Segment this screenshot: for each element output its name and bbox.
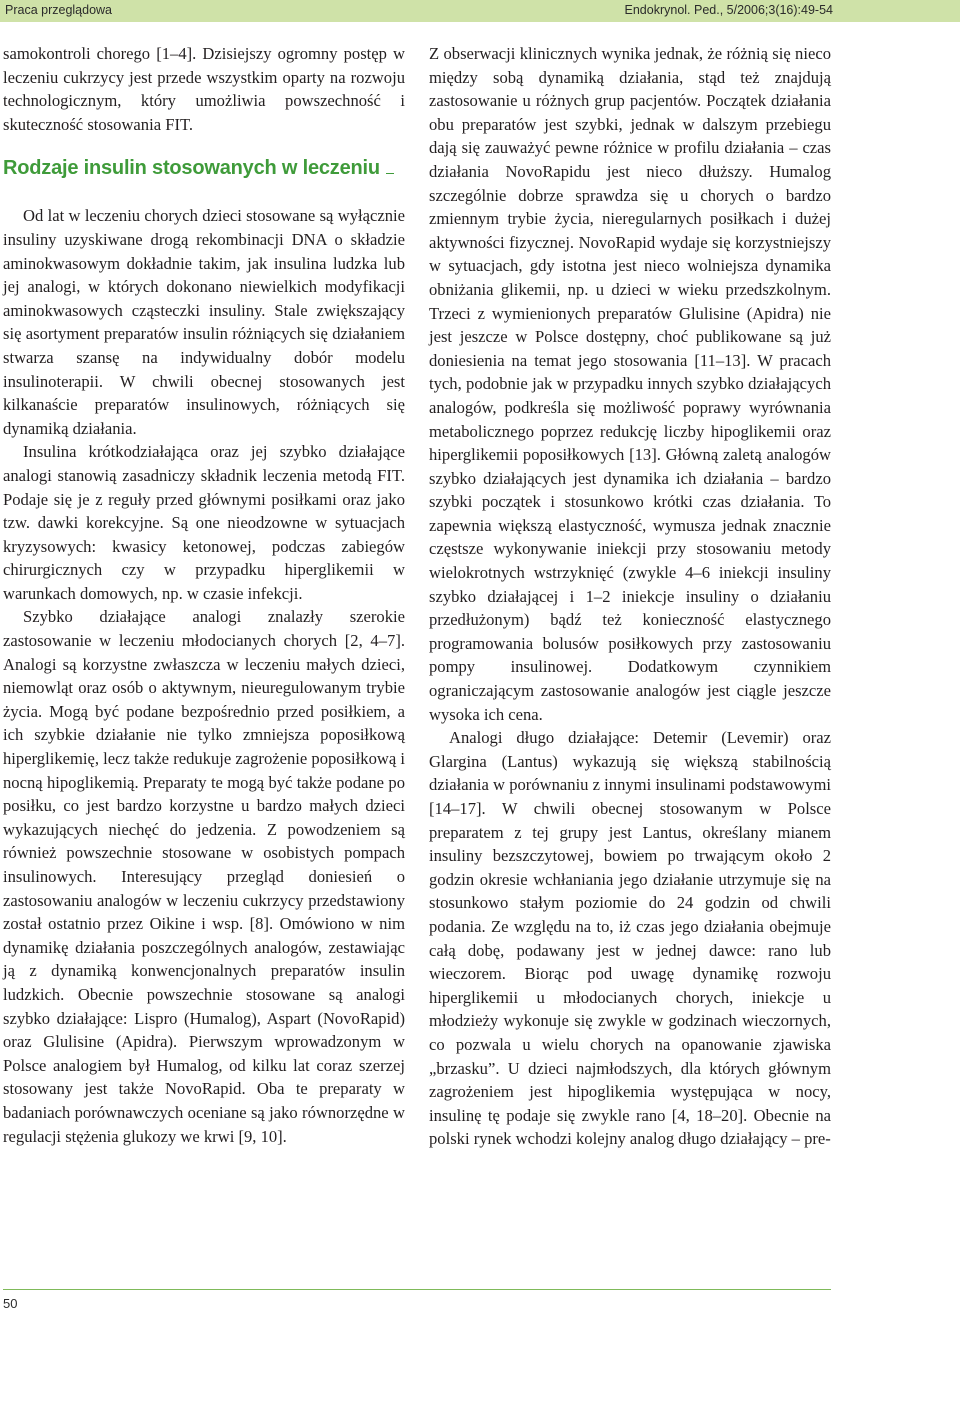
body-paragraph: Szybko działające analogi znalazły szerokie zastosowanie w leczeniu młodocianych chorych [2, 4–7]. Analogi są korzystne zwłaszcza w leczeniu małych dzieci, niemowląt oraz osób o aktywnym, nieuregulowanym trybie życia. Mogą być podane bezpośrednio przed posiłkiem, a ich szybkie działanie nie tylko zmniejsza poposiłkową hiperglikemię, lecz także redukuje zagrożenie poposiłkową i nocną hipoglikemią. Preparaty te mogą być także podane po posiłku, co jest bardzo korzystne u bardzo małych dzieci wykazujących niechęć do jedzenia. Z powodzeniem są również powszechnie stosowane w osobistych pompach insulinowych. Interesujący przegląd doniesień o zastosowaniu analogów w leczeniu cukrzycy przedstawiony został ostatnio przez Oikine i wsp. [8]. Omówiono w nim dynamikę działania poszczególnych analogów, zestawiając ją z dynamiką konwencjonalnych preparatów insulin ludzkich. Obecnie powszechnie stosowane są analogi szybko działające: Lispro (Humalog), Aspart (NovoRapid) oraz Glulisine (Apidra). Pierwszym wprowadzonym w Polsce analogiem był Humalog, od kilku lat coraz szerzej stosowany jest także NovoRapid. Oba te preparaty w badaniach porównawczych oceniane są jako równorzędne w regulacji stężenia glukozy we krwi [9, 10]. xyxy=(3,607,405,1146)
intro-paragraph: samokontroli chorego [1–4]. Dzisiejszy ogromny postęp w leczeniu cukrzycy jest przede wszystkim oparty na rozwoju technologicznym, który umożliwia powszechność i skuteczność stosowania FIT. xyxy=(3,44,405,134)
heading-spacer xyxy=(3,180,405,204)
footer-rule xyxy=(3,1289,831,1290)
page-number: 50 xyxy=(3,1296,18,1311)
section-heading: Rodzaje insulin stosowanych w leczeniu xyxy=(3,156,405,180)
body-paragraph: Analogi długo działające: Detemir (Levemir) oraz Glargina (Lantus) wykazują się większą stabilnością działania w porównaniu z innymi insulinami podstawowymi [14–17]. W chwili obecnej stosowanym w Polsce preparatem z tej grupy jest Lantus, określany mianem insuliny bezszczytowej, bowiem po trwającym około 2 godzin okresie wchłaniania jego działanie utrzymuje się na stosunkowo stałym poziomie do 24 godzin od chwili podania. Ze względu na to, iż czas jego działania obejmuje całą dobę, podawany jest w jednej dawce: rano lub wieczorem. Biorąc pod uwagę dynamikę rozwoju hiperglikemii u młodocianych chorych, iniekcje u młodzieży wykonuje się zwykle w godzinach wieczornych, co pozwala u wielu chorych na opanowanie zjawiska „brzasku”. U dzieci najmłodszych, dla których głównym zagrożeniem jest hipoglikemia występująca w nocy, insulinę tę podaje się zwykle rano [4, 18–20]. Obecnie na polski rynek wchodzi kolejny analog długo działający – pre- xyxy=(429,728,831,1149)
right-column xyxy=(429,42,831,1151)
left-column xyxy=(3,42,405,1148)
journal-citation: Endokrynol. Ped., 5/2006;3(16):49-54 xyxy=(624,3,833,17)
body-paragraph: Insulina krótkodziałająca oraz jej szybko działające analogi stanowią zasadniczy składnik leczenia metodą FIT. Podaje się je z reguły przed głównymi posiłkami oraz jako tzw. dawki korekcyjne. Są one nieodzowne w sytuacjach kryzysowych: kwasicy ketonowej, podczas zabiegów chirurgicznych czy w przypadku hiperglikemii w warunkach domowych, np. w czasie infekcji. xyxy=(3,442,405,603)
section-label: Praca przeglądowa xyxy=(5,3,113,17)
page-header xyxy=(0,0,960,22)
body-paragraph: Od lat w leczeniu chorych dzieci stosowane są wyłącznie insuliny uzyskiwane drogą rekombinacji DNA o składzie aminokwasowym dokładnie takim, jak insulina ludzka lub jej analogi, w których dokonano niewielkich modyfikacji aminokwasowych cząsteczki insuliny. Stale zwiększający się asortyment preparatów insulin różniących się działaniem stwarza szansę na indywidualny dobór modelu insulinoterapii. W chwili obecnej stosowanych jest kilkanaście preparatów insulinowych, różniących się dynamiką działania. xyxy=(3,206,405,438)
body-paragraph: Z obserwacji klinicznych wynika jednak, że różnią się nieco między sobą dynamiką działania, stąd też znajdują zastosowanie u różnych grup pacjentów. Początek działania obu preparatów jest szybki, jednak w dalszym przebiegu dają się zauważyć pewne różnice w profilu działania – czas działania NovoRapidu jest nieco dłuższy. Humalog szczególnie dobrze sprawdza się u chorych o bardzo zmiennym trybie życia, nieregularnych posiłkach i dużej aktywności fizycznej. NovoRapid wydaje się korzystniejszy w sytuacjach, gdy istotna jest nieco wolniejsza dynamika obniżania glikemii, np. u dzieci w wieku przedszkolnym. Trzeci z wymienionych preparatów Glulisine (Apidra) nie jest jeszcze w Polsce dostępny, choć publikowane są już doniesienia na temat jego stosowania [11–13]. W pracach tych, podobnie jak w przypadku innych szybko działających analogów, podkreśla się możliwość poprawy wyrównania metabolicznego poprzez redukcję liczby hipoglikemii oraz hiperglikemii poposiłkowych [13]. Główną zaletą analogów szybko działających jest dynamika ich działania – bardzo szybki początek i stosunkowo krótki czas działania. To zapewnia większą elastyczność, wymusza jednak znacznie częstsze wykonywanie iniekcji przy stosowaniu metody wielokrotnych wstrzyknięć (zwykle 4–6 iniekcji insuliny szybko działającej i 1–2 iniekcje insuliny o działaniu przedłużonym) bądź też konieczność elastycznego programowania bolusów posiłkowych przy zastosowaniu pompy insulinowej. Dodatkowym czynnikiem ograniczającym zastosowanie analogów jest ciągle jeszcze wysoka ich cena. xyxy=(429,44,831,724)
